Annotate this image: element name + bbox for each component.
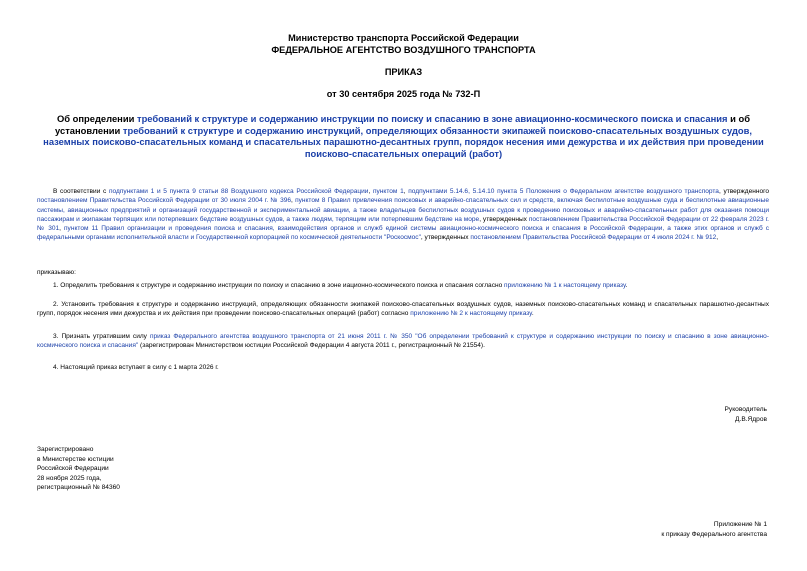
- ministry-name: Министерство транспорта Российской Федерации: [288, 33, 519, 43]
- order-item-2: [37, 300, 769, 319]
- link-order-350[interactable]: приказ Федерального агентства воздушного транспорта от 21 июня 2011 г. № 350 "Об определении требований к структуре и содержанию инструкции по поиску и спасанию в зоне авиационно-космического поиска и спасания": [37, 333, 769, 350]
- preamble-text: , утвержденного: [718, 188, 770, 195]
- link-resolution-912[interactable]: постановлением Правительства Российской Федерации от 4 июля 2024 г. № 912: [470, 234, 717, 242]
- link-air-code[interactable]: подпунктами 1 и 5 пункта 9 статьи 88 Воздушного кодекса Российской Федерации: [109, 188, 369, 195]
- document-title: [40, 113, 767, 159]
- signer-role: Руководитель: [724, 406, 767, 413]
- preamble-text: В соответствии с: [53, 188, 109, 195]
- item-2-end: .: [531, 310, 534, 318]
- registration-line: в Министерстве юстиции: [37, 455, 114, 463]
- document-date-number: от 30 сентября 2025 года № 732-П: [326, 89, 481, 99]
- link-resolution-396[interactable]: постановлением Правительства Российской Федерации от 30 июля 2004 г. № 396: [37, 197, 292, 205]
- appendix-header: [661, 520, 767, 539]
- link-point-11-rules[interactable]: пунктом 11 Правил организации и проведения поиска и спасания, взаимодействия органов и служб единой системы авиационно-космического поиска и спасания в Российской Федерации, а также этих органов и служб с федеральными органами исполнительной власти и Государственной корпорацией по космической деятельности "Роскосмос": [37, 225, 770, 242]
- item-2-text: 2. Установить требования к структуре и содержанию инструкций, определяющих обязанности экипажей поисково-спасательных воздушных судов, наземных поисково-спасательных команд и спасательных парашютно-десантных групп, порядок несения ими дежурства и их действия при проведении поисково-спасательных операций (работ) согласно: [37, 301, 769, 318]
- order-item-1: [37, 281, 769, 290]
- item-3-end: (зарегистрирован Министерством юстиции Российской Федерации 4 августа 2011 г., регистрационный № 21554).: [138, 342, 485, 350]
- document-type: ПРИКАЗ: [384, 67, 423, 77]
- order-word: приказываю:: [37, 269, 76, 276]
- link-appendix-1[interactable]: приложению № 1 к настоящему приказу: [504, 282, 626, 289]
- order-item-4: 4. Настоящий приказ вступает в силу с 1 марта 2026 г.: [53, 364, 219, 371]
- link-resolution-301[interactable]: постановлением Правительства Российской Федерации от 22 февраля 2023 г. № 301: [37, 215, 769, 233]
- link-appendix-2[interactable]: приложению № 2 к настоящему приказу: [410, 310, 532, 318]
- title-link-crew-instruction-requirements[interactable]: требований к структуре и содержанию инструкций, определяющих обязанности экипажей поисково-спасательных воздушных судов, наземных поисково-спасательных команд и спасательных парашютно-десантных групп, порядок несения ими дежурства и их действия при проведении поисково-спасательных операций (работ): [43, 124, 764, 159]
- agency-name: ФЕДЕРАЛЬНОЕ АГЕНТСТВО ВОЗДУШНОГО ТРАНСПОРТА: [271, 45, 536, 55]
- link-agency-regulation[interactable]: подпунктами 5.14.6, 5.14.10 пункта 5 Положения о Федеральном агентстве воздушного транспорта: [408, 188, 719, 195]
- preamble-text: ,: [368, 188, 373, 195]
- registration-block: [37, 445, 120, 493]
- preamble-text: , утвержденных: [479, 215, 529, 223]
- title-middle: и об установлении: [55, 113, 751, 136]
- link-point-8-rules[interactable]: пунктом 8 Правил привлечения поисковых и аварийно-спасательных сил и средств, включая беспилотные воздушные суда и беспилотные авиационные системы, авиационных предприятий и организаций государственной и экспериментальной авиации, а также владельцев беспилотных воздушных судов к проведению поисковых и аварийно-спасательных работ для оказания помощи пассажирам и экипажам терпящих или потерпевших бедствие воздушных судов, а также людям, терпящим или потерпевшим бедствие на море: [37, 197, 769, 223]
- title-prefix: Об определении: [56, 113, 137, 124]
- appendix-number: Приложение № 1: [713, 521, 767, 528]
- link-point-1[interactable]: пунктом 1: [372, 188, 404, 195]
- registration-line: Зарегистрировано: [37, 446, 94, 453]
- registration-number: регистрационный № 84360: [37, 484, 120, 491]
- registration-line: Российской Федерации: [37, 465, 109, 472]
- registration-date: 28 ноября 2025 года,: [37, 474, 102, 482]
- title-link-instruction-requirements[interactable]: требований к структуре и содержанию инструкции по поиску и спасанию в зоне авиационно-космического поиска и спасания: [136, 113, 728, 124]
- signer-name: Д.В.Ядров: [735, 415, 767, 423]
- order-item-3: [37, 332, 769, 351]
- preamble-text: ,: [403, 188, 409, 195]
- preamble-text: ,: [59, 225, 65, 233]
- appendix-reference: к приказу Федерального агентства: [661, 530, 767, 538]
- preamble-text: ,: [291, 197, 296, 205]
- item-1-text: 1. Определить требования к структуре и содержанию инструкции по поиску и спасанию в зоне иационно-космического поиска и спасания согласно: [53, 282, 505, 289]
- item-3-text: 3. Признать утратившим силу: [53, 333, 150, 340]
- signature-block: [725, 405, 767, 424]
- preamble-paragraph: [37, 187, 769, 243]
- preamble-text: , утвержденных: [420, 234, 471, 242]
- item-1-end: .: [625, 282, 628, 289]
- preamble-text: ,: [716, 234, 719, 242]
